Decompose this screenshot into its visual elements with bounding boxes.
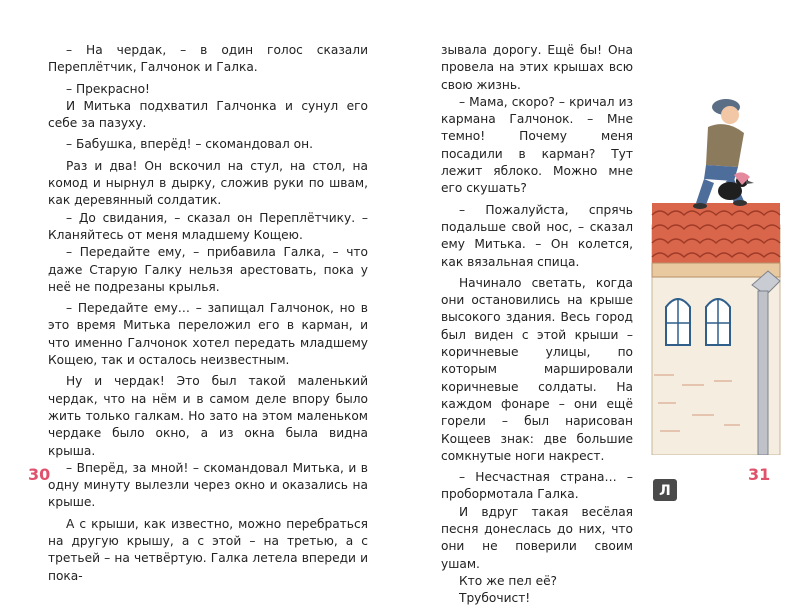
paragraph: – Пожалуйста, спрячь подальше свой нос, – сказал ему Митька. – Он колется, как вязальная спица.: [441, 202, 633, 269]
logo-mark: [653, 479, 677, 501]
paragraph: Трубочист!: [459, 591, 531, 606]
paragraph: – Вперёд, за мной! – скомандовал Митька, и в одну минуту вылезли через окно и оказались на крыше.: [48, 460, 368, 510]
paragraph: – Несчастная страна… – пробормотала Галка.: [441, 470, 633, 502]
paragraph: – Бабушка, вперёд! – скомандовал он.: [66, 137, 313, 152]
paragraph: – На чердак, – в один голос сказали Переплётчик, Галчонок и Галка.: [48, 43, 368, 75]
paragraph: – До свидания, – сказал он Переплётчику. – Кланяйтесь от меня младшему Кощею.: [48, 210, 368, 242]
paragraph: Начинало светать, когда они остановились на крыше высокого здания. Весь город был виден с этой крыши – коричневые улицы, по которым маршировали коричневые солдаты. На каждом фонаре – они ещё горели – был нарисован Кощеев знак: две большие сомкнутые ноги накрест.: [441, 275, 633, 463]
paragraph: И вдруг такая весёлая песня донеслась до них, что они не поверили своим ушам.: [441, 504, 633, 571]
paragraph: Ну и чердак! Это был такой маленький чердак, что на нём и в самом деле впору было жить только галкам. Но зато на этом маленьком чердаке было окно, а из окна была видна крыша.: [48, 374, 368, 458]
paragraph: – Передайте ему… – запищал Галчонок, но в это время Митька переложил его в карман, и что именно Галчонок хотел передать младшему Кощею, так и осталось неизвестным.: [48, 301, 368, 368]
paragraph: И Митька подхватил Галчонка и сунул его себе за пазуху.: [48, 98, 368, 131]
paragraph: зывала дорогу. Ещё бы! Она провела на этих крышах всю свою жизнь.: [441, 43, 633, 92]
publisher-logo: [653, 479, 677, 501]
svg-text:Л: Л: [659, 483, 671, 499]
paragraph: Кто же пел её?: [459, 573, 558, 588]
rooftop-illustration: [634, 85, 782, 455]
roof-tiles: [652, 203, 780, 263]
paragraph: А с крыши, как известно, можно перебраться на другую крышу, а с этой – на третью, а с третьей – на четвёртую. Галка летела впереди и пока-: [48, 516, 368, 583]
paragraph: – Мама, скоро? – кричал из кармана Галчонок. – Мне темно! Почему меня посадили в карман? Тут лежит яблоко. Можно мне его скушать?: [441, 94, 633, 196]
paragraph: Раз и два! Он вскочил на стул, на стол, на комод и нырнул в дырку, сложив руки по швам, как деревянный солдатик.: [48, 158, 368, 208]
paragraph: – Прекрасно!: [66, 81, 150, 96]
right-text-column: [441, 42, 633, 608]
paragraph: – Передайте ему, – прибавила Галка, – что даже Старую Галку нельзя арестовать, пока у неё не подрезаны крылья.: [48, 245, 368, 294]
left-text-column: [48, 42, 368, 585]
page-number-right: 31: [748, 465, 771, 484]
left-page: [0, 0, 400, 583]
page-number-left: 30: [28, 465, 51, 484]
